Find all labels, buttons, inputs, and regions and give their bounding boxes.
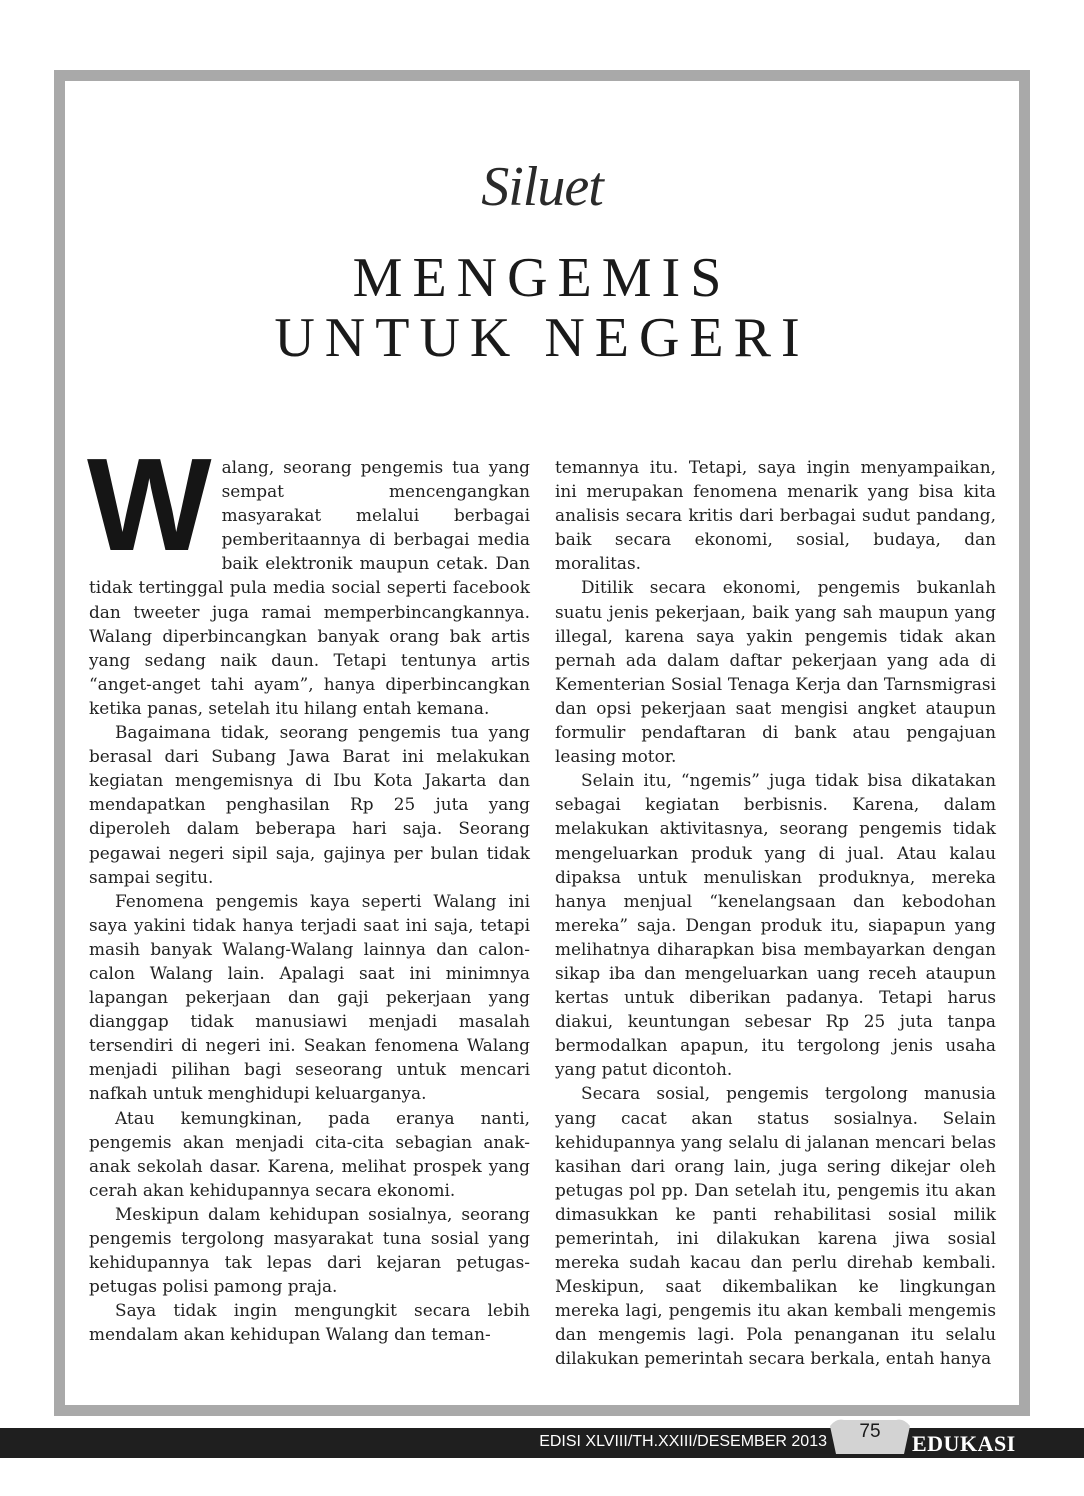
paragraph-text: alang, seorang pengemis tua yang sempat mencengangkan masyarakat melalui berbagai pemberitaannya di berbagai media baik elektronik maupun cetak. Dan tidak tertinggal pula media social seperti facebook dan tweeter juga ramai memperbincangkannya. Walang diperbincangkan banyak orang bak artis yang sedang naik daun. Tetapi tentunya artis “anget-anget tahi ayam”, hanya diperbincangkan ketika panas, setelah itu hilang entah kemana. <box>89 457 530 718</box>
page-number: 75 <box>859 1421 881 1442</box>
edition-label: EDISI XLVIII/TH.XXIII/DESEMBER 2013 <box>539 1433 827 1450</box>
paragraph: Bagaimana tidak, seorang pengemis tua yang berasal dari Subang Jawa Barat ini melakukan kegiatan mengemisnya di Ibu Kota Jakarta dan mendapatkan penghasilan Rp 25 juta yang diperoleh dalam beberapa hari saja. Seorang pegawai negeri sipil saja, gajinya per bulan tidak sampai segitu. <box>89 722 530 887</box>
publication-brand: EDUKASI <box>912 1431 1016 1456</box>
drop-cap: W <box>87 431 212 578</box>
paragraph: Secara sosial, pengemis tergolong manusia yang cacat akan status sosialnya. Selain kehidupannya yang selalu di jalanan mencari belas kasihan dari orang lain, juga sering dikejar oleh petugas pol pp. Dan setelah itu, pengemis itu akan dimasukkan ke panti rehabilitasi sosial milik pemerintah, ini dilakukan karena jiwa sosial mereka sudah kacau dan perlu direhab kembali. Meskipun, saat dikembalikan ke lingkungan mereka lagi, pengemis itu akan kembali mengemis dan mengemis lagi. Pola penanganan itu selalu dilakukan pemerintah secara berkala, entah hanya <box>555 1083 996 1369</box>
paragraph <box>87 431 530 720</box>
paragraph: Ditilik secara ekonomi, pengemis bukanlah suatu jenis pekerjaan, baik yang sah maupun yang illegal, karena saya yakin pengemis tidak akan pernah ada dalam daftar pekerjaan yang ada di Kementerian Sosial Tenaga Kerja dan Tarnsmigrasi dan opsi pekerjaan saat mengisi angket ataupun formulir pendaftaran di bank atau pengajuan leasing motor. <box>555 577 996 767</box>
article-title-line-2: UNTUK NEGERI <box>274 307 810 369</box>
paragraph: Saya tidak ingin mengungkit secara lebih mendalam akan kehidupan Walang dan teman- <box>89 1300 530 1345</box>
article-column-right <box>555 455 996 1371</box>
paragraph: temannya itu. Tetapi, saya ingin menyampaikan, ini merupakan fenomena menarik yang bisa kita analisis secara kritis dari berbagai sudut pandang, baik secara ekonomi, sosial, budaya, dan moralitas. <box>555 457 996 574</box>
paragraph: Atau kemungkinan, pada eranya nanti, pengemis akan menjadi cita-cita sebagian anak-anak sekolah dasar. Karena, melihat prospek yang cerah akan kehidupannya secara ekonomi. <box>89 1107 530 1200</box>
paragraph: Fenomena pengemis kaya seperti Walang ini saya yakini tidak hanya terjadi saat ini saja, tetapi masih banyak Walang-Walang lainnya dan calon-calon Walang lain. Apalagi saat ini minimnya lapangan pekerjaan dan gaji pekerjaan yang dianggap tidak manusiawi menjadi masalah tersendiri di negeri ini. Seakan fenomena Walang menjadi pilihan bagi seseorang untuk mencari nafkah untuk menghidupi keluarganya. <box>89 890 530 1104</box>
article-title-line-1: MENGEMIS <box>352 247 732 309</box>
article-column-left <box>87 431 530 1346</box>
paragraph: Meskipun dalam kehidupan sosialnya, seorang pengemis tergolong masyarakat tuna sosial yang kehidupannya tak lepas dari kejaran petugas-petugas polisi pamong praja. <box>89 1203 530 1297</box>
paragraph: Selain itu, “ngemis” juga tidak bisa dikatakan sebagai kegiatan berbisnis. Karena, dalam melakukan aktivitasnya, seorang pengemis tidak mengeluarkan produk yang di jual. Atau kalau dipaksa untuk menuliskan produknya, mereka hanya menjual “kenelangsaan dan kebodohan mereka” saja. Dengan produk itu, siapapun yang melihatnya diharapkan bisa membayarkan dengan sikap iba dan mengeluarkan uang receh ataupun kertas untuk diberikan padanya. Tetapi harus diakui, keuntungan sebesar Rp 25 juta tanpa bermodalkan apapun, itu tergolong jenis usaha yang patut dicontoh. <box>555 770 996 1080</box>
section-kicker: Siluet <box>481 156 603 218</box>
